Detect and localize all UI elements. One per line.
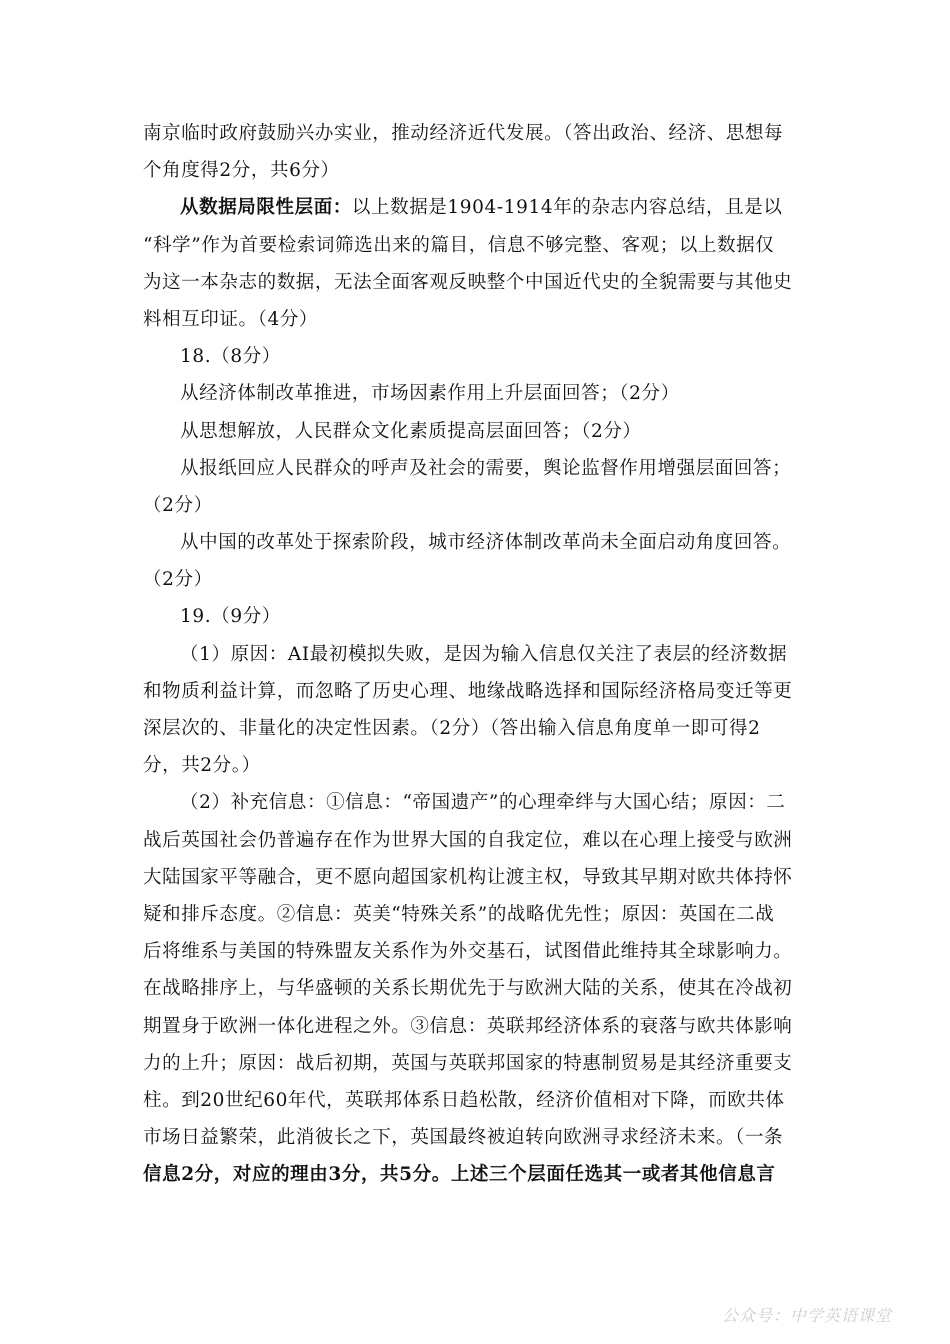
text-line bbox=[143, 970, 803, 1007]
text-segment: （1）原因：AI最初模拟失败，是因为输入信息仅关注了表层的经济数据 bbox=[180, 643, 788, 665]
text-segment: 市场日益繁荣，此消彼长之下，英国最终被迫转向欧洲寻求经济未来。（一条 bbox=[143, 1127, 784, 1149]
text-line bbox=[143, 1082, 803, 1119]
document-body bbox=[143, 115, 803, 1193]
text-segment: 力的上升；原因：战后初期，英国与英联邦国家的特惠制贸易是其经济重要支 bbox=[143, 1052, 793, 1074]
text-line bbox=[143, 301, 803, 338]
text-line bbox=[143, 115, 803, 152]
text-segment: “科学”作为首要检索词筛选出来的篇目，信息不够完整、客观；以上数据仅 bbox=[143, 234, 775, 256]
text-line bbox=[143, 598, 803, 635]
text-line bbox=[143, 338, 803, 375]
text-segment: 18.（8分） bbox=[180, 346, 281, 368]
text-line bbox=[143, 561, 803, 598]
text-segment: 为这一本杂志的数据，无法全面客观反映整个中国近代史的全貌需要与其他史 bbox=[143, 271, 793, 293]
text-line bbox=[143, 1156, 803, 1193]
text-line bbox=[143, 524, 803, 561]
text-segment: 期置身于欧洲一体化进程之外。③信息：英联邦经济体系的衰落与欧共体影响 bbox=[143, 1015, 793, 1037]
text-segment: 料相互印证。（4分） bbox=[143, 308, 319, 330]
text-line bbox=[143, 896, 803, 933]
text-line bbox=[143, 784, 803, 821]
text-line bbox=[143, 264, 803, 301]
text-segment: 个角度得2分，共6分） bbox=[143, 160, 340, 182]
text-segment: 南京临时政府鼓励兴办实业，推动经济近代发展。（答出政治、经济、思想每 bbox=[143, 123, 784, 144]
text-line bbox=[143, 375, 803, 412]
text-segment: 以上数据是1904-1914年的杂志内容总结，且是以 bbox=[351, 197, 783, 219]
text-segment: 从中国的改革处于探索阶段，城市经济体制改革尚未全面启动角度回答。 bbox=[180, 532, 792, 554]
text-line bbox=[143, 1008, 803, 1045]
text-line bbox=[143, 227, 803, 264]
text-line bbox=[143, 673, 803, 710]
text-line bbox=[143, 152, 803, 189]
text-segment: 从报纸回应人民群众的呼声及社会的需要，舆论监督作用增强层面回答； bbox=[180, 457, 792, 479]
text-line bbox=[143, 710, 803, 747]
text-segment: 后将维系与美国的特殊盟友关系作为外交基石，试图借此维持其全球影响力。 bbox=[143, 941, 793, 963]
text-line bbox=[143, 413, 803, 450]
watermark: 公众号：中学英语课堂 bbox=[721, 1306, 892, 1325]
text-segment: 深层次的、非量化的决定性因素。（2分）（答出输入信息角度单一即可得2 bbox=[143, 718, 761, 739]
text-segment: 和物质利益计算，而忽略了历史心理、地缘战略选择和国际经济格局变迁等更 bbox=[143, 680, 793, 702]
text-segment: 战后英国社会仍普遍存在作为世界大国的自我定位，难以在心理上接受与欧洲 bbox=[143, 829, 793, 851]
text-line bbox=[143, 1045, 803, 1082]
text-segment: 从经济体制改革推进，市场因素作用上升层面回答；（2分） bbox=[180, 383, 680, 405]
text-segment: 从思想解放，人民群众文化素质提高层面回答；（2分） bbox=[180, 420, 642, 442]
text-line bbox=[143, 636, 803, 673]
text-segment: （2分） bbox=[143, 494, 213, 516]
text-line bbox=[143, 189, 803, 226]
text-line bbox=[143, 450, 803, 487]
text-line bbox=[143, 747, 803, 784]
text-segment: 柱。到20世纪60年代，英联邦体系日趋松散，经济价值相对下降，而欧共体 bbox=[143, 1089, 785, 1111]
text-line bbox=[143, 1119, 803, 1156]
text-segment: （2）补充信息：①信息：“帝国遗产”的心理牵绊与大国心结；原因：二 bbox=[180, 792, 786, 814]
text-segment: 大陆国家平等融合，更不愿向超国家机构让渡主权，导致其早期对欧共体持怀 bbox=[143, 866, 793, 888]
text-line bbox=[143, 933, 803, 970]
bold-text-segment: 从数据局限性层面： bbox=[180, 197, 352, 219]
bold-text-segment: 信息2分，对应的理由3分，共5分。上述三个层面任选其一或者其他信息言 bbox=[143, 1164, 776, 1186]
text-line bbox=[143, 859, 803, 896]
text-line bbox=[143, 822, 803, 859]
text-segment: 疑和排斥态度。②信息：英美“特殊关系”的战略优先性；原因：英国在二战 bbox=[143, 903, 775, 925]
text-line bbox=[143, 487, 803, 524]
text-segment: 分，共2分。） bbox=[143, 755, 261, 777]
text-segment: 在战略排序上，与华盛顿的关系长期优先于与欧洲大陆的关系，使其在冷战初 bbox=[143, 978, 793, 1000]
text-segment: （2分） bbox=[143, 569, 213, 591]
text-segment: 19.（9分） bbox=[180, 606, 281, 628]
